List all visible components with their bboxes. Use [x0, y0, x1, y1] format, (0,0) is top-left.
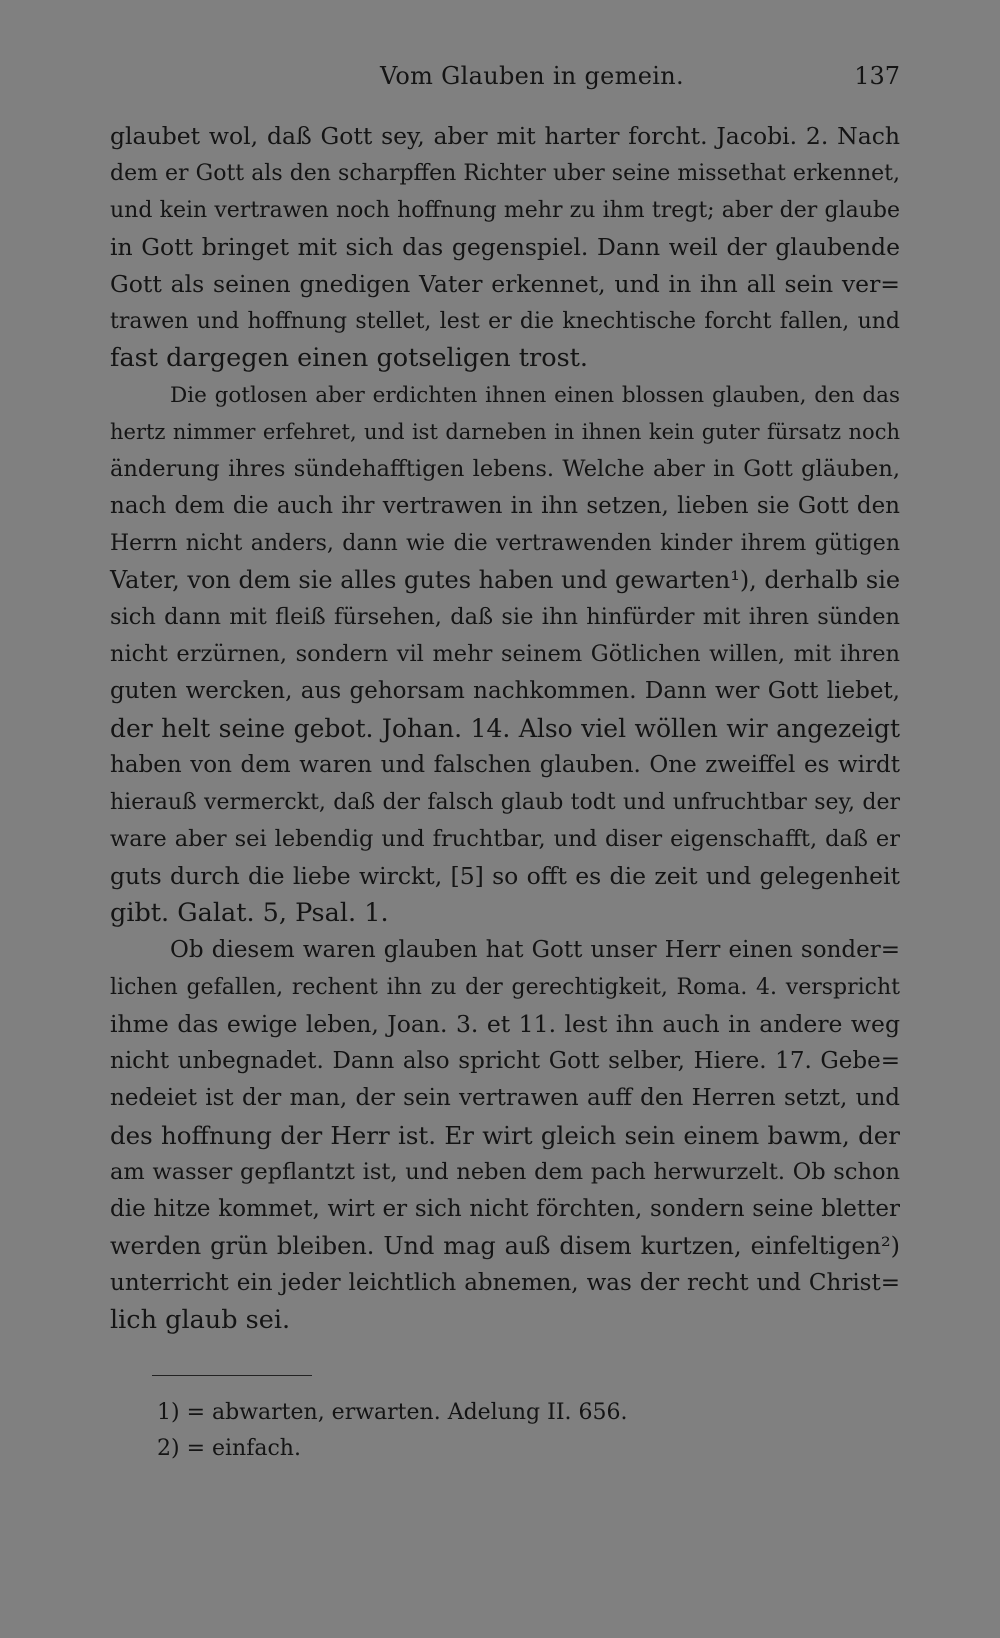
footnotes: [157, 1395, 857, 1467]
text-line: die hitze kommet, wirt er sich nicht förchten, sondern seine bletter: [110, 1196, 900, 1222]
footnote: 2) = einfach.: [157, 1436, 301, 1461]
text-line: Gott als seinen gnedigen Vater erkennet, und in ihn all sein ver=: [110, 270, 900, 298]
text-line: gibt. Galat. 5, Psal. 1.: [110, 898, 389, 928]
page-header: [110, 62, 900, 98]
running-title: Vom Glauben in gemein.: [380, 62, 684, 90]
text-line: des hoffnung der Herr ist. Er wirt gleich sein einem bawm, der: [110, 1121, 900, 1150]
page-number: 137: [854, 62, 900, 90]
text-line: hierauß vermerckt, daß der falsch glaub todt und unfruchtbar sey, der: [110, 790, 900, 815]
text-line: nach dem die auch ihr vertrawen in ihn setzen, lieben sie Gott den: [110, 493, 900, 519]
text-line: hertz nimmer erfehret, und ist darneben in ihnen kein guter fürsatz noch: [110, 420, 900, 444]
text-line: trawen und hoffnung stellet, lest er die knechtische forcht fallen, und: [110, 309, 900, 334]
text-line: nicht unbegnadet. Dann also spricht Gott selber, Hiere. 17. Gebe=: [110, 1048, 900, 1074]
footnote: 1) = abwarten, erwarten. Adelung II. 656.: [157, 1400, 628, 1425]
text-line: in Gott bringet mit sich das gegenspiel. Dann weil der glaubende: [110, 233, 900, 261]
text-line: und kein vertrawen noch hoffnung mehr zu ihm tregt; aber der glaube: [110, 198, 900, 223]
text-line: dem er Gott als den scharpffen Richter uber seine missethat erkennet,: [110, 161, 900, 186]
text-line: glaubet wol, daß Gott sey, aber mit harter forcht. Jacobi. 2. Nach: [110, 122, 900, 150]
text-line: nicht erzürnen, sondern vil mehr seinem Götlichen willen, mit ihren: [110, 641, 900, 667]
text-line: Vater, von dem sie alles gutes haben und gewarten¹), derhalb sie: [110, 566, 901, 594]
text-line: änderung ihres sündehafftigen lebens. Welche aber in Gott gläuben,: [110, 456, 900, 482]
text-line: ware aber sei lebendig und fruchtbar, und diser eigenschafft, daß er: [110, 826, 900, 852]
body-text: [110, 118, 900, 1339]
text-line: ihme das ewige leben, Joan. 3. et 11. lest ihn auch in andere weg: [110, 1010, 900, 1038]
text-line: am wasser gepflantzt ist, und neben dem pach herwurzelt. Ob schon: [110, 1159, 900, 1185]
text-line: nedeiet ist der man, der sein vertrawen auff den Herren setzt, und: [110, 1085, 900, 1111]
text-line: der helt seine gebot. Johan. 14. Also viel wöllen wir angezeigt: [110, 714, 900, 743]
text-line: unterricht ein jeder leichtlich abnemen, was der recht und Christ=: [110, 1270, 900, 1296]
text-line: haben von dem waren und falschen glauben. One zweiffel es wirdt: [110, 752, 900, 778]
text-line: guts durch die liebe wirckt, [5] so offt es die zeit und gelegenheit: [110, 862, 900, 890]
text-line: Ob diesem waren glauben hat Gott unser Herr einen sonder=: [170, 937, 900, 963]
text-line: lich glaub sei.: [110, 1305, 291, 1335]
text-line: sich dann mit fleiß fürsehen, daß sie ihn hinfürder mit ihren sünden: [110, 604, 900, 630]
text-line: werden grün bleiben. Und mag auß disem kurtzen, einfeltigen²): [110, 1232, 900, 1260]
footnote-divider: [152, 1375, 312, 1376]
text-line: fast dargegen einen gotseligen trost.: [110, 343, 589, 373]
text-line: Die gotlosen aber erdichten ihnen einen blossen glauben, den das: [170, 383, 900, 408]
text-line: Herrn nicht anders, dann wie die vertrawenden kinder ihrem gütigen: [110, 531, 900, 556]
text-line: guten wercken, aus gehorsam nachkommen. Dann wer Gott liebet,: [110, 678, 900, 704]
text-line: lichen gefallen, rechent ihn zu der gerechtigkeit, Roma. 4. verspricht: [110, 975, 900, 1000]
